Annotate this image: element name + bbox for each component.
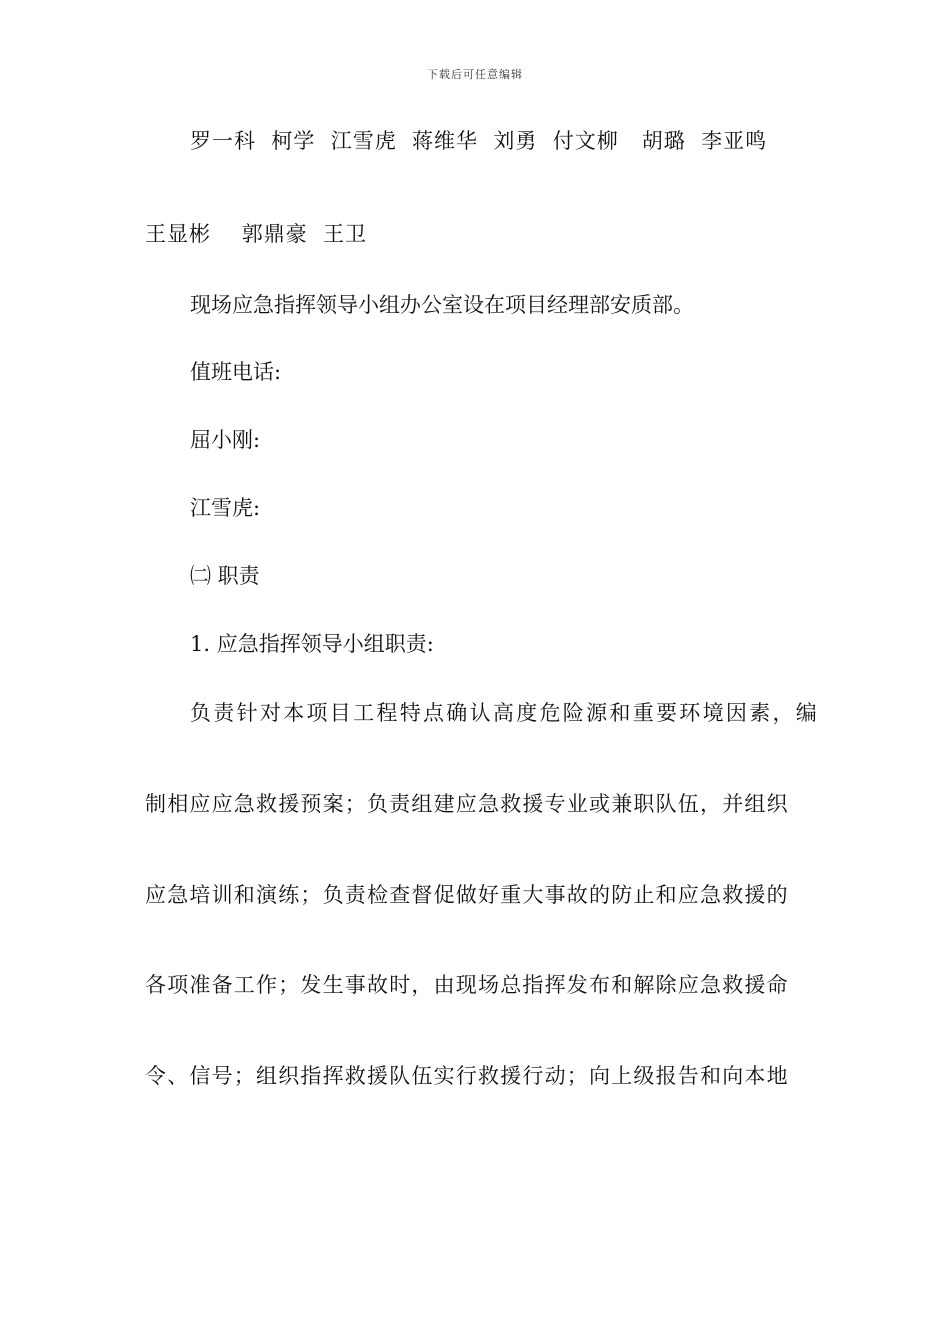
- member-names-line-1: 罗一科 柯学 江雪虎 蒋维华 刘勇 付文柳 胡璐 李亚鸣: [190, 129, 768, 153]
- paragraph-line-3: 应急培训和演练；负责检查督促做好重大事故的防止和应急救援的: [145, 883, 789, 907]
- section-heading-duties: ㈡ 职责: [190, 564, 260, 588]
- paragraph-line-2: 制相应应急救援预案；负责组建应急救援专业或兼职队伍，并组织: [145, 792, 789, 816]
- duty-phone-label: 值班电话:: [190, 360, 282, 384]
- page-header: 下载后可任意编辑: [427, 68, 523, 81]
- office-location-text: 现场应急指挥领导小组办公室设在项目经理部安质部。: [190, 293, 694, 317]
- paragraph-line-4: 各项准备工作；发生事故时，由现场总指挥发布和解除应急救援命: [145, 973, 789, 997]
- subsection-heading-leadership-duties: 1. 应急指挥领导小组职责:: [190, 632, 434, 656]
- contact-jiang-xuehu: 江雪虎:: [190, 496, 261, 520]
- paragraph-line-5: 令、信号；组织指挥救援队伍实行救援行动；向上级报告和向本地: [145, 1064, 789, 1088]
- paragraph-line-1: 负责针对本项目工程特点确认高度危险源和重要环境因素，编: [190, 701, 820, 725]
- contact-qu-xiaogang: 屈小刚:: [190, 428, 261, 452]
- member-names-line-2: 王显彬 郭鼎豪 王卫: [145, 222, 368, 246]
